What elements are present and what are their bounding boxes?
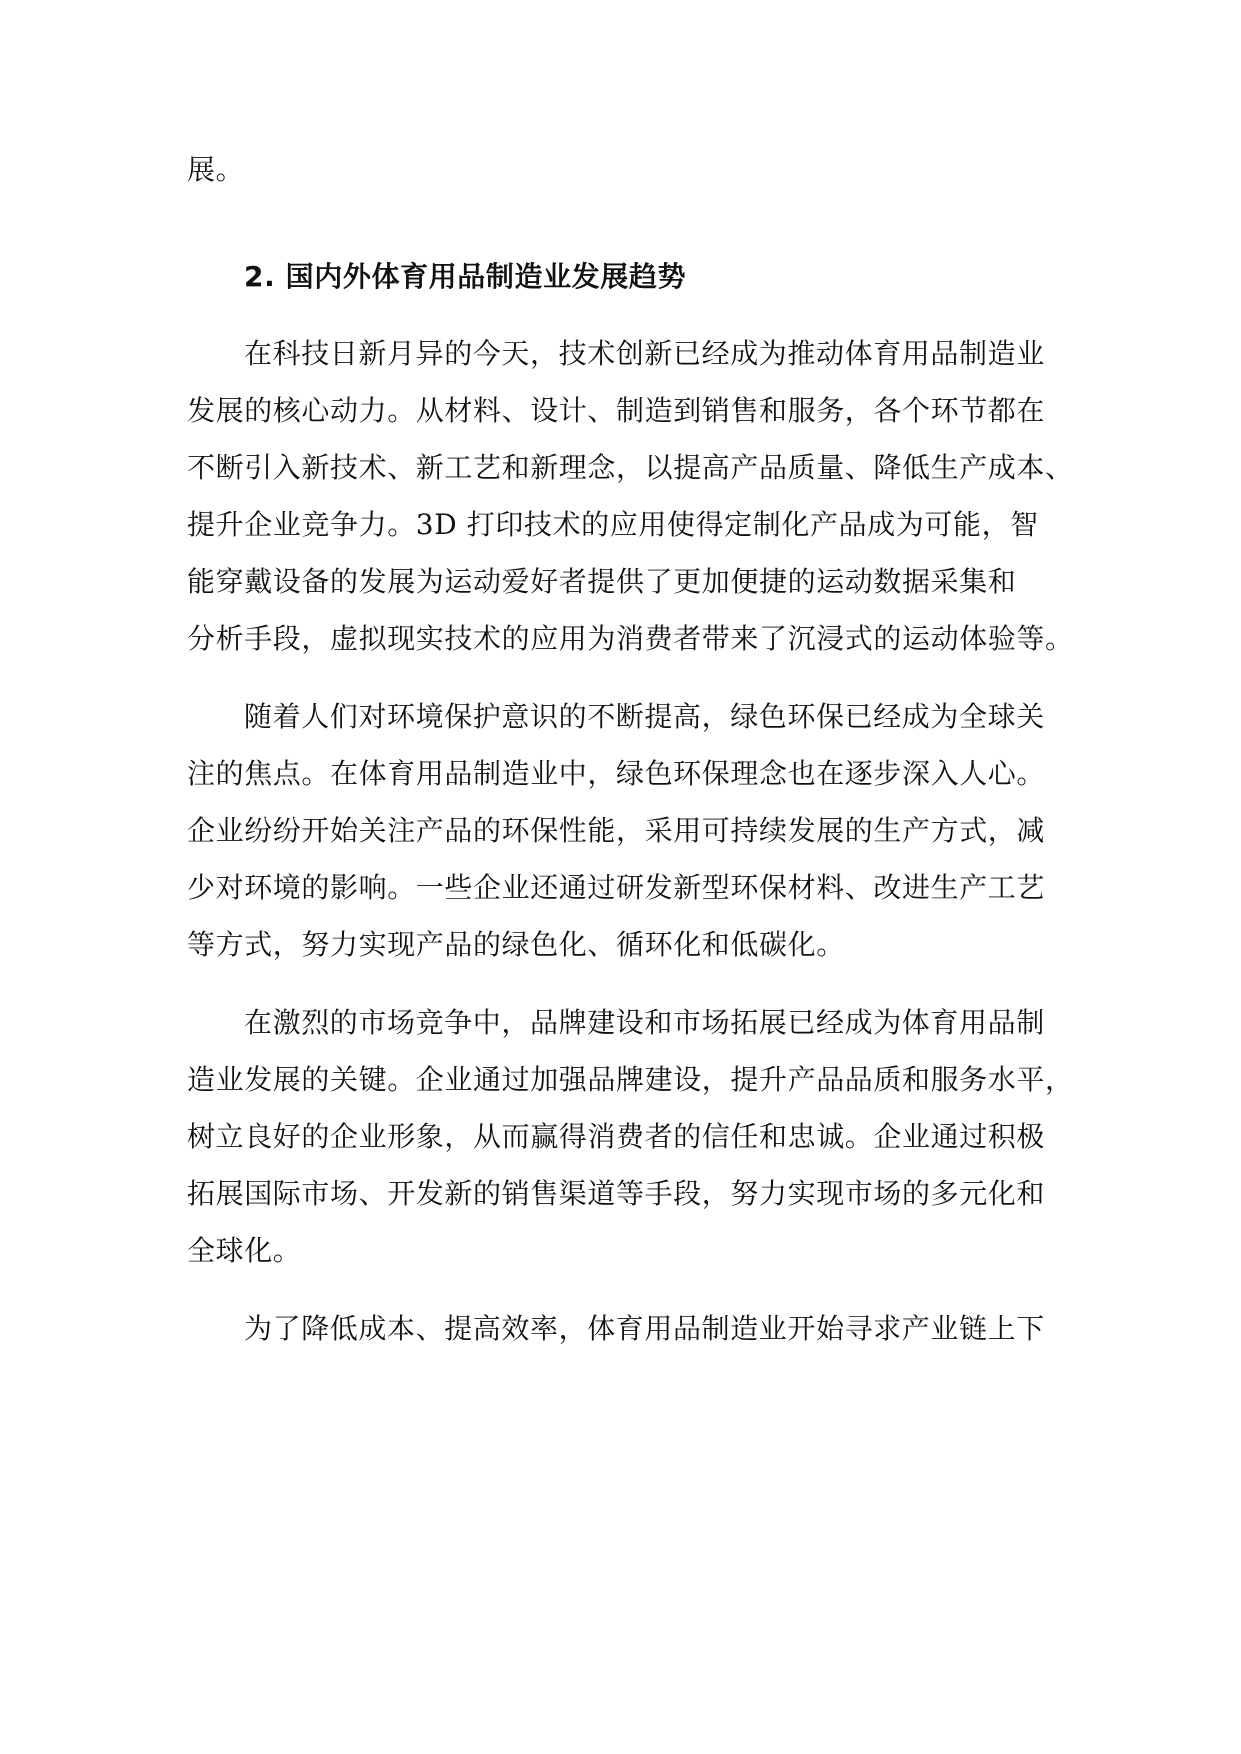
paragraph-line: 不断引入新技术、新工艺和新理念，以提高产品质量、降低生产成本、: [187, 451, 1074, 484]
paragraph-line: 提升企业竞争力。3D 打印技术的应用使得定制化产品成为可能，智: [187, 508, 1039, 541]
paragraph-line: 等方式，努力实现产品的绿色化、循环化和低碳化。: [187, 928, 845, 961]
paragraph-line: 在激烈的市场竞争中，品牌建设和市场拓展已经成为体育用品制: [244, 1006, 1045, 1039]
paragraph-line: 少对环境的影响。一些企业还通过研发新型环保材料、改进生产工艺: [187, 871, 1046, 904]
paragraph-line: 注的焦点。在体育用品制造业中，绿色环保理念也在逐步深入人心。: [187, 757, 1046, 790]
lead-text-fragment: 展。: [187, 153, 245, 186]
paragraph-line: 在科技日新月异的今天，技术创新已经成为推动体育用品制造业: [244, 337, 1045, 370]
paragraph-line: 全球化。: [187, 1234, 302, 1267]
paragraph-line: 为了降低成本、提高效率，体育用品制造业开始寻求产业链上下: [244, 1312, 1045, 1345]
paragraph-line: 分析手段，虚拟现实技术的应用为消费者带来了沉浸式的运动体验等。: [187, 622, 1074, 655]
section-heading: 2. 国内外体育用品制造业发展趋势: [244, 260, 687, 293]
paragraph-line: 造业发展的关键。企业通过加强品牌建设，提升产品品质和服务水平，: [187, 1063, 1074, 1096]
paragraph-line: 发展的核心动力。从材料、设计、制造到销售和服务，各个环节都在: [187, 394, 1046, 427]
paragraph-line: 企业纷纷开始关注产品的环保性能，采用可持续发展的生产方式，减: [187, 814, 1046, 847]
paragraph-line: 树立良好的企业形象，从而赢得消费者的信任和忠诚。企业通过积极: [187, 1120, 1046, 1153]
paragraph-line: 能穿戴设备的发展为运动爱好者提供了更加便捷的运动数据采集和: [187, 565, 1017, 598]
paragraph-line: 拓展国际市场、开发新的销售渠道等手段，努力实现市场的多元化和: [187, 1177, 1046, 1210]
paragraph-line: 随着人们对环境保护意识的不断提高，绿色环保已经成为全球关: [244, 700, 1045, 733]
